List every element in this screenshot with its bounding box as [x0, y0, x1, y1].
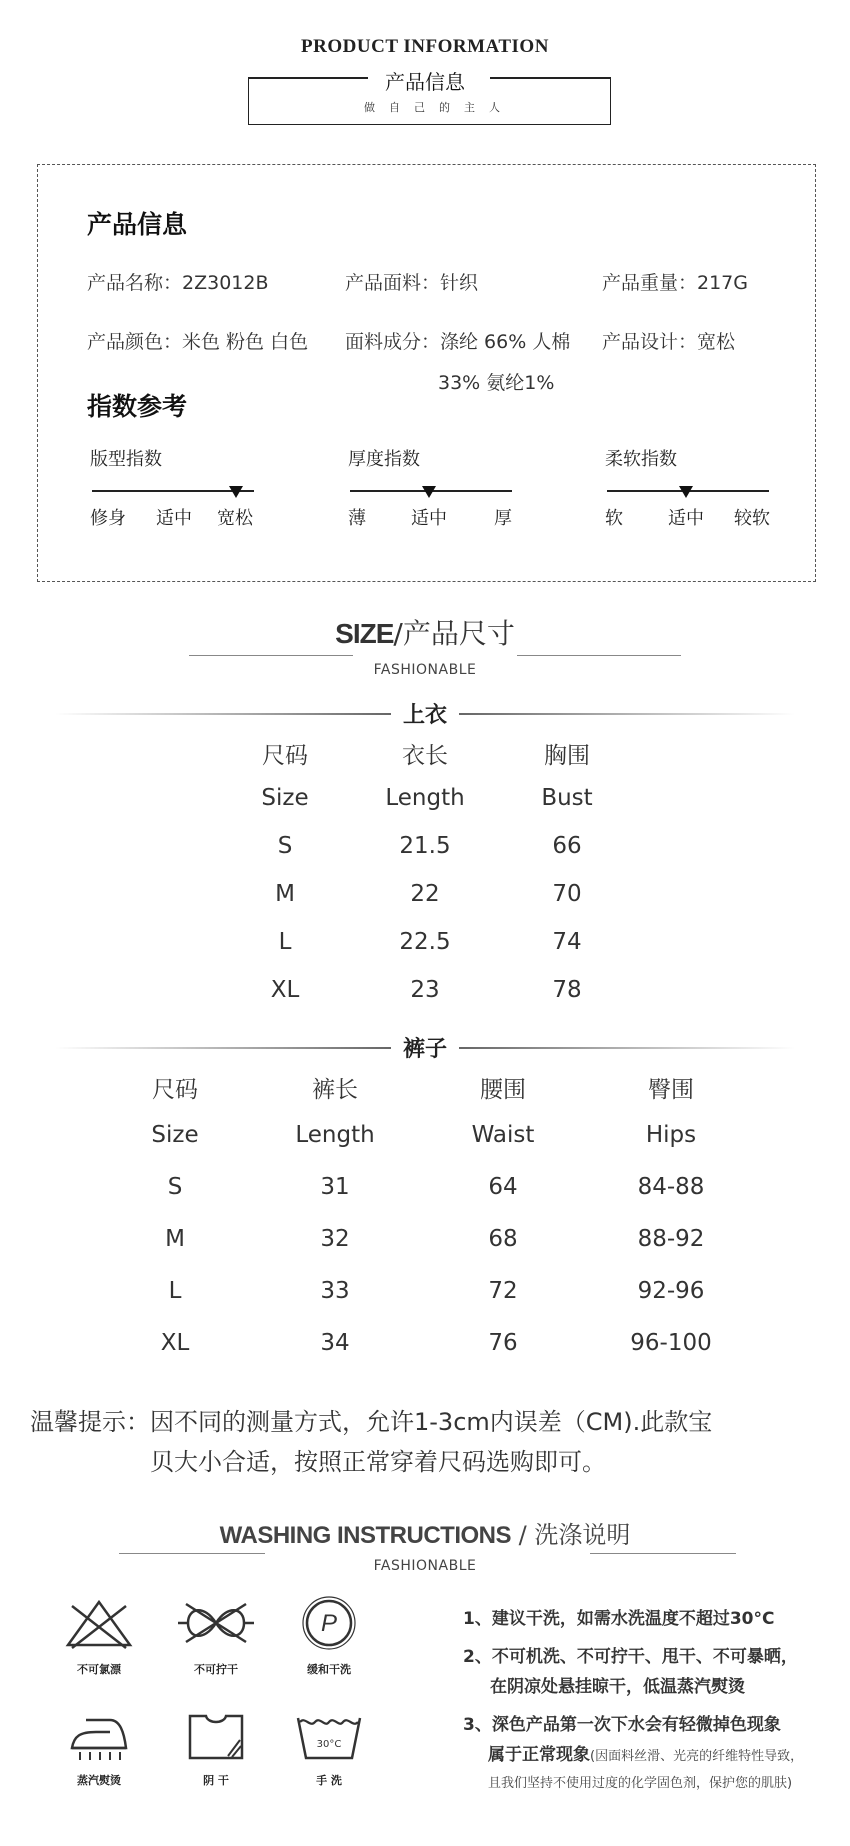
top-cell: 66: [552, 833, 582, 859]
top-header-cn-bust: 胸围: [544, 743, 590, 769]
pants-header-cn-hips: 臀围: [648, 1077, 694, 1103]
fit-tick-medium: 适中: [156, 508, 192, 529]
pants-cell: 64: [488, 1174, 518, 1200]
softness-index-label: 柔软指数: [605, 449, 677, 470]
top-cell: S: [277, 833, 293, 859]
product-weight: 产品重量：217G: [602, 272, 748, 294]
info-section-title: 产品信息: [87, 210, 188, 239]
pants-cell: 34: [320, 1330, 350, 1356]
top-header-cn-size: 尺码: [262, 743, 308, 769]
wash-instruction-3b-note: (因面料丝滑、光亮的纤维特性导致，: [590, 1749, 804, 1764]
pants-cell: 72: [488, 1278, 518, 1304]
product-fabric: 产品面料：针织: [345, 272, 479, 294]
size-subtitle: FASHIONABLE: [373, 662, 477, 678]
pants-cell: 32: [320, 1226, 350, 1252]
wash-instruction-1: 1、建议干洗，如需水洗温度不超过30°C: [463, 1609, 775, 1629]
product-composition-cont: 33% 氨纶1%: [438, 372, 555, 394]
top-cell: L: [278, 929, 292, 955]
top-header-en-length: Length: [385, 785, 465, 811]
pants-header-cn-size: 尺码: [152, 1077, 198, 1103]
product-composition: 面料成分：涤纶 66% 人棉: [345, 331, 571, 353]
softness-tick-medium: 适中: [668, 508, 704, 529]
shade-dry-icon: [186, 1710, 246, 1764]
pants-cell: 31: [320, 1174, 350, 1200]
wash-instruction-2a: 2、不可机洗、不可拧干、甩干、不可暴晒，: [463, 1647, 798, 1667]
wash-instruction-3a: 3、深色产品第一次下水会有轻微掉色现象: [463, 1715, 781, 1735]
pants-header-en-waist: Waist: [471, 1122, 535, 1148]
top-cell: 23: [410, 977, 440, 1003]
thickness-index-label: 厚度指数: [348, 449, 420, 470]
top-cell: M: [275, 881, 295, 907]
top-cell: 78: [552, 977, 582, 1003]
top-header-en-bust: Bust: [541, 785, 593, 811]
thickness-tick-thick: 厚: [494, 508, 512, 529]
top-cell: 22.5: [399, 929, 451, 955]
washing-title-cn: / 洗涤说明: [511, 1521, 631, 1549]
steam-iron-icon: [66, 1712, 132, 1764]
header-title-cn: 产品信息: [385, 70, 465, 94]
thickness-index-marker: [422, 486, 436, 498]
size-title-en: SIZE: [335, 618, 394, 649]
product-colors: 产品颜色：米色 粉色 白色: [87, 331, 309, 353]
fit-index-marker: [229, 486, 243, 498]
index-section-title: 指数参考: [87, 392, 188, 421]
top-cell: 74: [552, 929, 582, 955]
size-underline-right: [517, 655, 681, 656]
pants-cell: 68: [488, 1226, 518, 1252]
size-title-cn: /产品尺寸: [393, 617, 515, 650]
pants-cell: 88-92: [637, 1226, 705, 1252]
pants-cell: 84-88: [637, 1174, 705, 1200]
gentle-dry-clean-caption: 缓和干洗: [307, 1663, 351, 1676]
pants-cell: L: [168, 1278, 182, 1304]
fit-index-label: 版型指数: [90, 449, 162, 470]
softness-index-marker: [679, 486, 693, 498]
thickness-tick-medium: 适中: [411, 508, 447, 529]
top-cell: 22: [410, 881, 440, 907]
top-header-en-size: Size: [261, 785, 309, 811]
fit-tick-slim: 修身: [90, 508, 126, 529]
warm-tip-line2: 贝大小合适，按照正常穿着尺码选购即可。: [150, 1448, 606, 1476]
product-design: 产品设计：宽松: [602, 331, 736, 353]
pants-header-en-size: Size: [151, 1122, 199, 1148]
softness-tick-soft: 软: [605, 508, 623, 529]
top-cell: 21.5: [399, 833, 451, 859]
hand-wash-icon: [296, 1714, 362, 1764]
wash-instruction-2b: 在阴凉处悬挂晾干，低温蒸汽熨烫: [490, 1677, 745, 1697]
top-header-cn-length: 衣长: [402, 743, 448, 769]
shade-dry-caption: 阴 干: [203, 1774, 229, 1787]
warm-tip-line1: 温馨提示：因不同的测量方式，允许1-3cm内误差（CM).此款宝: [30, 1408, 713, 1436]
pants-cell: 96-100: [630, 1330, 712, 1356]
no-bleach-icon: [64, 1598, 134, 1650]
pants-cell: S: [167, 1174, 183, 1200]
pants-table-title: 裤子: [402, 1037, 447, 1062]
washing-underline-left: [119, 1553, 265, 1554]
pants-header-en-hips: Hips: [645, 1122, 697, 1148]
top-cell: 70: [552, 881, 582, 907]
wash-instruction-3b-main: 属于正常现象: [488, 1745, 590, 1765]
top-table-title: 上衣: [402, 703, 447, 728]
pants-cell: 92-96: [637, 1278, 705, 1304]
no-wring-caption: 不可拧干: [194, 1663, 238, 1676]
no-bleach-caption: 不可氯漂: [77, 1663, 121, 1676]
no-wring-icon: [174, 1600, 258, 1646]
fit-tick-loose: 宽松: [217, 508, 253, 529]
gentle-dry-clean-icon: [302, 1596, 356, 1650]
gentle-dry-clean-symbol: P: [320, 1610, 338, 1637]
pants-header-cn-waist: 腰围: [480, 1077, 526, 1103]
size-section-title: [0, 612, 850, 652]
top-cell: XL: [270, 977, 300, 1003]
thickness-tick-thin: 薄: [348, 508, 366, 529]
steam-iron-caption: 蒸汽熨烫: [77, 1774, 121, 1787]
washing-subtitle: FASHIONABLE: [373, 1558, 477, 1574]
pants-cell: XL: [160, 1330, 190, 1356]
header-title-en: PRODUCT INFORMATION: [301, 36, 549, 57]
wash-instruction-3b: [488, 1740, 803, 1765]
wash-instruction-3c: 且我们坚持不使用过度的化学固色剂，保护您的肌肤): [488, 1776, 793, 1791]
washing-underline-right: [590, 1553, 736, 1554]
header-slogan: 做自己的主人: [364, 101, 514, 114]
pants-cell: 76: [488, 1330, 518, 1356]
pants-cell: 33: [320, 1278, 350, 1304]
hand-wash-caption: 手 洗: [316, 1774, 342, 1787]
pants-cell: M: [165, 1226, 185, 1252]
washing-section-title: [0, 1515, 850, 1550]
pants-header-cn-length: 裤长: [312, 1077, 358, 1103]
product-name: 产品名称：2Z3012B: [87, 272, 269, 294]
hand-wash-temp: 30°C: [316, 1739, 342, 1750]
size-underline-left: [189, 655, 353, 656]
softness-tick-softer: 较软: [734, 508, 770, 529]
washing-title-en: WASHING INSTRUCTIONS: [219, 1522, 511, 1549]
pants-header-en-length: Length: [295, 1122, 375, 1148]
